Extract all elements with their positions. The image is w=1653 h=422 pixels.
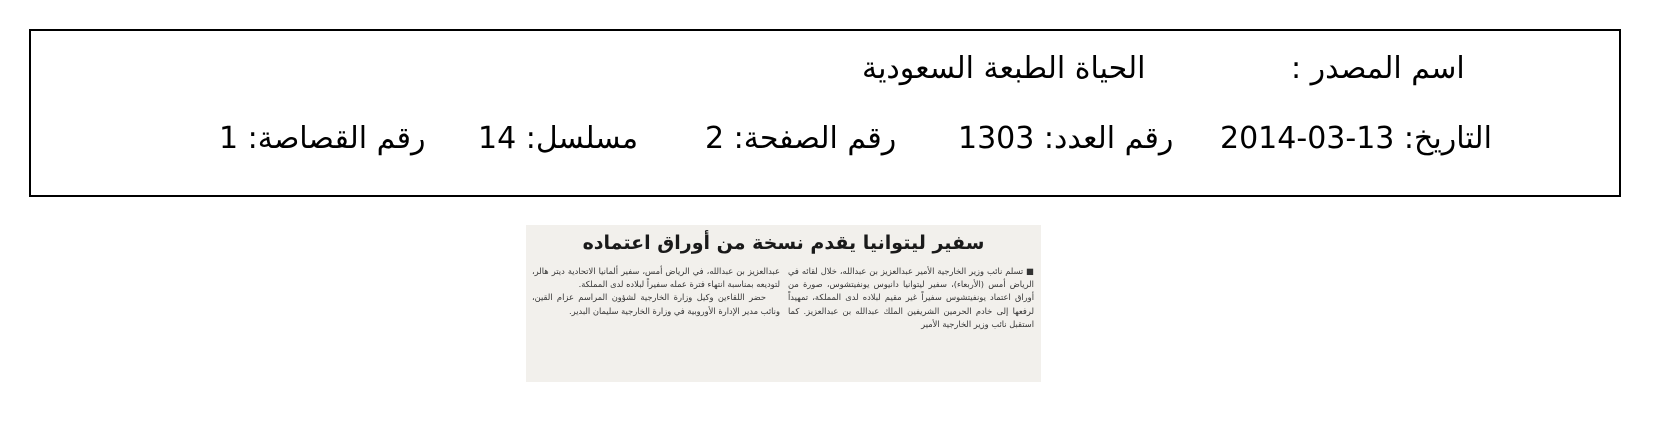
source-value: الحياة الطبعة السعودية [862, 51, 1146, 86]
clipping-column-left [532, 265, 780, 318]
source-label: اسم المصدر : [1291, 51, 1465, 86]
serial-field: مسلسل: 14 [478, 121, 639, 156]
clip-number-field: رقم القصاصة: 1 [219, 121, 426, 156]
newspaper-clipping [526, 225, 1041, 382]
clipping-column-right: ■ تسلم نائب وزير الخارجية الأمير عبدالعزيز بن عبدالله، خلال لقائه في الرياض أمس (الأربعاء)، سفير ليتوانيا دانيوس يونفيتشوس، صورة من أوراق اعتماد يونفيتشوس سفيراً غير مقيم لبلاده لدى المملكة، تمهيداً لرفعها إلى خادم الحرمين الشريفين الملك عبدالله بن عبدالعزيز. كما استقبل نائب وزير الخارجية الأمير [788, 266, 1034, 329]
clipping-paragraph: حضر اللقاءين وكيل وزارة الخارجية لشؤون المراسم عزام القين، ونائب مدير الإدارة الأوروبية في وزارة الخارجية سليمان البدير. [532, 292, 780, 316]
page-field: رقم الصفحة: 2 [705, 121, 897, 156]
date-field: التاريخ: 13-03-2014 [1220, 121, 1492, 156]
issue-field: رقم العدد: 1303 [958, 121, 1174, 156]
clipping-headline: سفير ليتوانيا يقدم نسخة من أوراق اعتماده [582, 232, 985, 254]
clipping-paragraph: عبدالعزيز بن عبدالله، في الرياض أمس، سفير ألمانيا الاتحادية ديتر هالر، لتوديعه بمناسبة انتهاء فترة عمله سفيراً لبلاده لدى المملكة. [532, 266, 780, 290]
